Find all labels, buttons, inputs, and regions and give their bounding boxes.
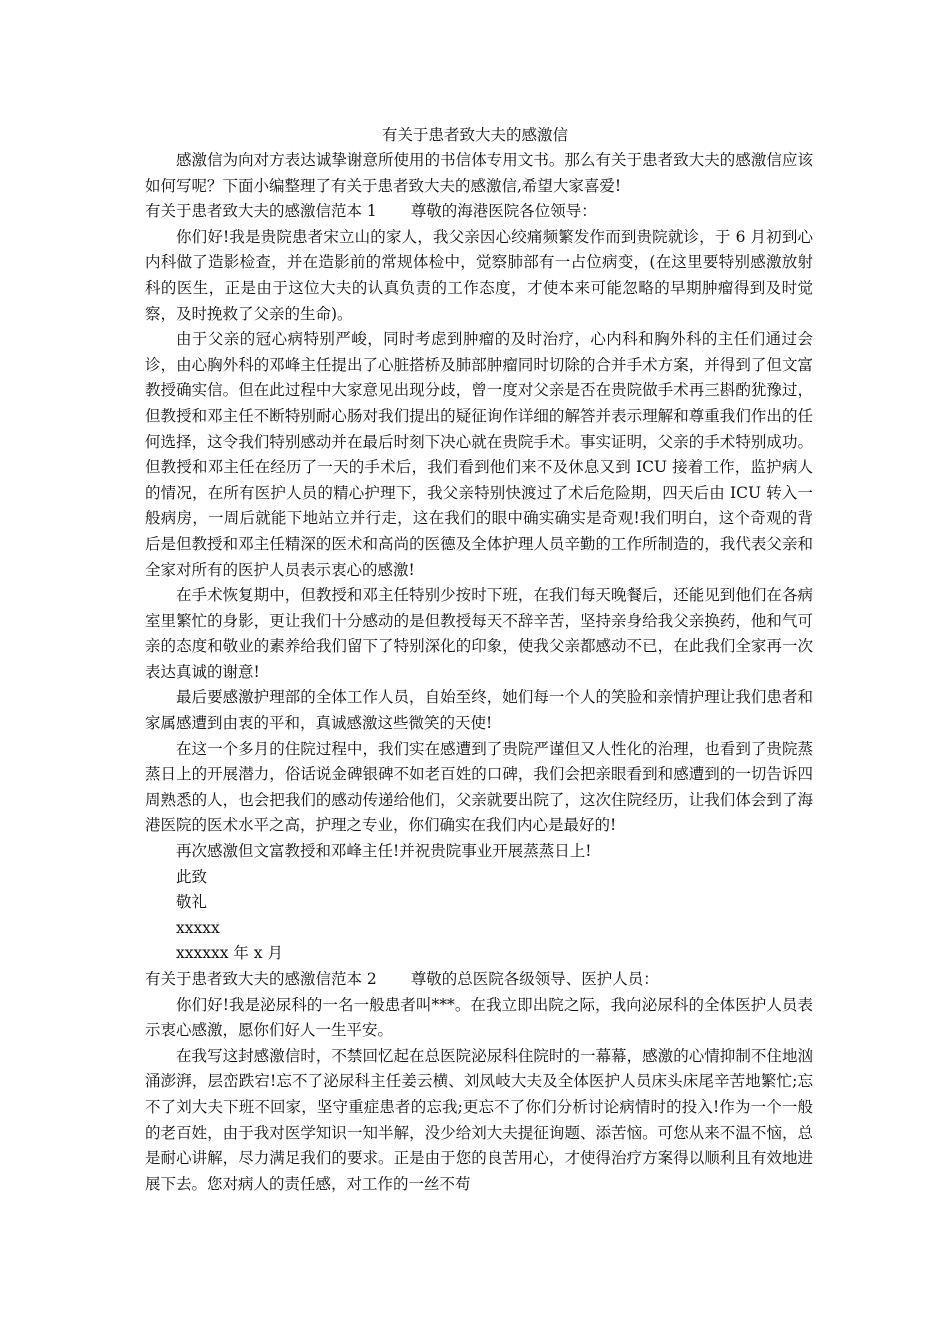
intro-paragraph: 感激信为向对方表达诚挚谢意所使用的书信体专用文书。那么有关于患者致大夫的感激信应该如何写呢？下面小编整理了有关于患者致大夫的感激信,希望大家喜爱! xyxy=(145,151,813,195)
paragraph: 你们好!我是贵院患者宋立山的家人，我父亲因心绞痛频繁发作而到贵院就诊，于 6 月初到心内科做了造影检查，并在造影前的常规体检中，觉察肺部有一占位病变，(在这里要特别感激放射科的医生，正是由于这位大夫的认真负责的工作态度，才使本来可能忽略的早期肿瘤得到及时觉察，及时挽救了父亲的生命)。 xyxy=(145,227,813,323)
sample-1-heading: 有关于患者致大夫的感激信范本 1 xyxy=(145,202,377,221)
closing-line-1: 此致 xyxy=(176,867,208,886)
paragraph: 最后要感激护理部的全体工作人员，自始至终，她们每一个人的笑脸和亲情护理让我们患者和家属感遭到由衷的平和，真诚感激这些微笑的天使! xyxy=(145,688,813,733)
paragraph: 在这一个多月的住院过程中，我们实在感遭到了贵院严谨但又人性化的治理，也看到了贵院蒸蒸日上的开展潜力，俗话说金碑银碑不如老百姓的口碑，我们会把亲眼看到和感遭到的一切告诉四周熟悉的人，也会把我们的感动传递给他们，父亲就要出院了，这次住院经历，让我们体会到了海港医院的医术水平之高，护理之专业，你们确实在我们内心是最好的! xyxy=(145,739,813,835)
sample-1-heading-line xyxy=(145,199,813,225)
sample-2-heading-line xyxy=(145,967,813,993)
paragraph: 再次感激但文富教授和邓峰主任!并祝贵院事业开展蒸蒸日上! xyxy=(176,842,592,861)
paragraph: 由于父亲的冠心病特别严峻，同时考虑到肿瘤的及时治疗，心内科和胸外科的主任们通过会诊，由心胸外科的邓峰主任提出了心脏搭桥及肺部肿瘤同时切除的合并手术方案，并得到了但文富教授确实信。但在此过程中大家意见出现分歧，曾一度对父亲是否在贵院做手术再三斟酌犹豫过，但教授和邓主任不断特别耐心肠对我们提出的疑征询作详细的解答并表示理解和尊重我们作出的任何选择，这令我们特别感动并在最后时刻下决心就在贵院手术。事实证明，父亲的手术特别成功。但教授和邓主任在经历了一天的手术后，我们看到他们来不及休息又到 ICU 接着工作，监护病人的情况，在所有医护人员的精心护理下，我父亲特别快渡过了术后危险期，四天后由 ICU 转入一般病房，一周后就能下地站立并行走，这在我们的眼中确实确实是奇观!我们明白，这个奇观的背后是但教授和邓主任精深的医术和高尚的医德及全体护理人员辛勤的工作所制造的，我代表父亲和全家对所有的医护人员表示衷心的感激! xyxy=(145,330,813,579)
sample-2-heading: 有关于患者致大夫的感激信范本 2 xyxy=(145,970,377,988)
date: xxxxxx 年 x 月 xyxy=(176,944,283,963)
closing-line-2: 敬礼 xyxy=(176,893,208,912)
paragraph: 你们好!我是泌尿科的一名一般患者叫***。在我立即出院之际，我向泌尿科的全体医护人员表示衷心感激，愿你们好人一生平安。 xyxy=(145,995,813,1040)
sample-2-salutation: 尊敬的总医院各级领导、医护人员： xyxy=(410,970,659,988)
paragraph: 在我写这封感激信时，不禁回忆起在总医院泌尿科住院时的一幕幕，感激的心情抑制不住地汹涌澎湃，层峦跌宕!忘不了泌尿科主任姜云横、刘凤岐大夫及全体医护人员床头床尾辛苦地繁忙;忘不了刘大夫下班不回家，坚守重症患者的忘我;更忘不了你们分析讨论病情时的投入!作为一个一般的老百姓，由于我对医学知识一知半解，没少给刘大夫提征询题、添苦恼。可您从来不温不恼，总是耐心讲解，尽力满足我们的要求。正是由于您的良苦用心，才使得治疗方案得以顺利且有效地进展下去。您对病人的责任感，对工作的一丝不苟 xyxy=(145,1046,813,1193)
document-body xyxy=(145,148,813,1197)
sample-1-salutation: 尊敬的海港医院各位领导： xyxy=(410,202,597,221)
signature: xxxxx xyxy=(176,918,220,937)
document-title: 有关于患者致大夫的感激信 xyxy=(381,126,568,144)
paragraph: 在手术恢复期中，但教授和邓主任特别少按时下班，在我们每天晚餐后，还能见到他们在各病室里繁忙的身影，更让我们十分感动的是但教授每天不辞辛苦，坚持亲身给我父亲换药，他和气可亲的态度和敬业的素养给我们留下了特别深化的印象，使我父亲都感动不已，在此我们全家再一次表达真诚的谢意! xyxy=(145,586,813,681)
